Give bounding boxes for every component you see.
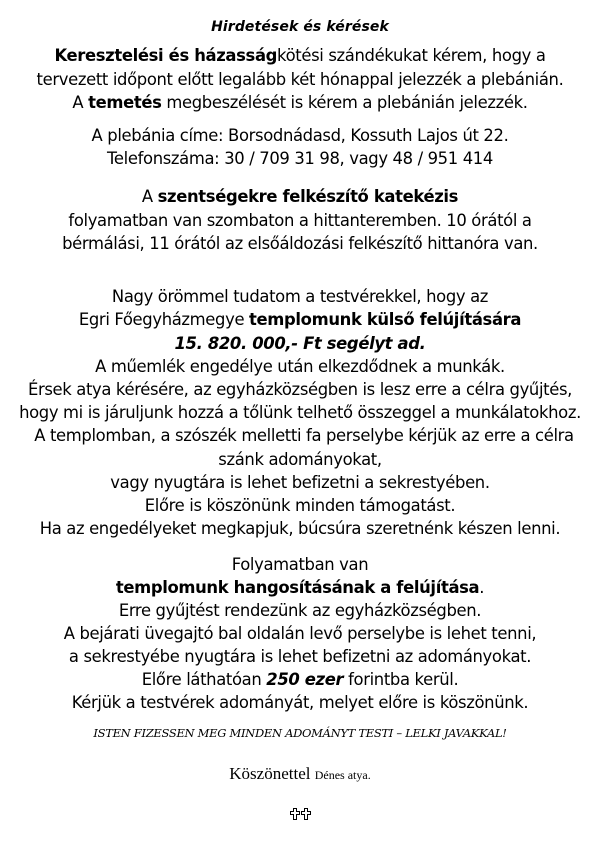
baptism-text: kötési szándékukat kérem, hogy a (277, 46, 546, 65)
sound-bold: templomunk hangosításának a felújítása (115, 578, 480, 597)
renovation-line-7: A templomban, a szószék melletti fa perselybe kérjük az erre a célra (34, 426, 574, 445)
renovation-line-5: Érsek atya kérésére, az egyházközségben is lesz erre a célra gyűjtés, (27, 380, 573, 399)
catechesis-line-3: bérmálási, 11 órától az elsőáldozási felkészítő hittanóra van. (62, 234, 538, 253)
signature-name: Dénes atya. (314, 768, 371, 782)
funeral-pre: A (72, 93, 89, 112)
sound-line-6 (0, 670, 600, 690)
sound-cost-amount: 250 ezer (266, 670, 344, 689)
catechesis-line-1 (0, 187, 600, 207)
funeral-text: megbeszélését is kérem a plebánián jelezzék. (161, 93, 528, 112)
cross-icon (301, 808, 310, 820)
renovation-pre: Egri Főegyházmegye (78, 310, 250, 329)
baptism-bold: Keresztelési és házasság (54, 46, 278, 65)
sound-cost-pre: Előre láthatóan (141, 670, 267, 689)
sound-period: . (479, 578, 485, 597)
renovation-line-9: vagy nyugtára is lehet befizetni a sekrestyében. (110, 473, 490, 492)
renovation-line-11: Ha az engedélyeket megkapjuk, búcsúra szeretnénk készen lenni. (39, 519, 561, 538)
sound-line-1: Folyamatban van (231, 555, 369, 574)
catechesis-bold: szentségekre felkészítő katekézis (157, 187, 459, 206)
funeral-line (0, 93, 600, 113)
renovation-bold: templomunk külső felújítására (249, 310, 522, 329)
renovation-line-8: szánk adományokat, (218, 450, 382, 469)
renovation-line-4: A műemlék engedélye után elkezdődnek a munkák. (95, 357, 505, 376)
renovation-line-6: hogy mi is járuljunk hozzá a tőlünk telhető összeggel a munkálatokhoz. (19, 403, 581, 422)
catechesis-line-2: folyamatban van szombaton a hittanteremben. 10 órától a (68, 211, 532, 230)
parish-phone: Telefonszáma: 30 / 709 31 98, vagy 48 / 951 414 (107, 149, 493, 168)
grant-amount: 15. 820. 000,- Ft segélyt ad. (174, 334, 426, 353)
sound-line-5: a sekrestyébe nyugtára is lehet befizetni az adományokat. (68, 647, 532, 666)
signature-thanks: Köszönettel (229, 764, 311, 783)
catechesis-pre: A (141, 187, 158, 206)
sound-line-3: Erre gyűjtést rendezünk az egyházközségben. (118, 601, 482, 620)
signature (0, 764, 600, 785)
sound-line-2 (0, 578, 600, 598)
sound-line-4: A bejárati üvegajtó bal oldalán levő perselybe is lehet tenni, (63, 624, 537, 643)
funeral-bold: temetés (88, 93, 162, 112)
baptism-line-2: tervezett időpont előtt legalább két hónappal jelezzék a plebánián. (36, 70, 564, 89)
page-title: Hirdetések és kérések (211, 19, 389, 35)
cross-icon (290, 808, 299, 820)
parish-address: A plebánia címe: Borsodnádasd, Kossuth Lajos út 22. (91, 126, 509, 145)
sound-line-7: Kérjük a testvérek adományát, melyet előre is köszönünk. (71, 693, 529, 712)
footer-crosses (0, 806, 600, 826)
blessing-text: ISTEN FIZESSEN MEG MINDEN ADOMÁNYT TESTI – LELKI JAVAKKAL! (93, 726, 507, 740)
renovation-line-2 (0, 310, 600, 330)
renovation-line-10: Előre is köszönünk minden támogatást. (144, 496, 456, 515)
sound-cost-rest: forintba kerül. (343, 670, 459, 689)
renovation-line-1: Nagy örömmel tudatom a testvérekkel, hogy az (111, 287, 489, 306)
baptism-line-1 (0, 46, 600, 66)
